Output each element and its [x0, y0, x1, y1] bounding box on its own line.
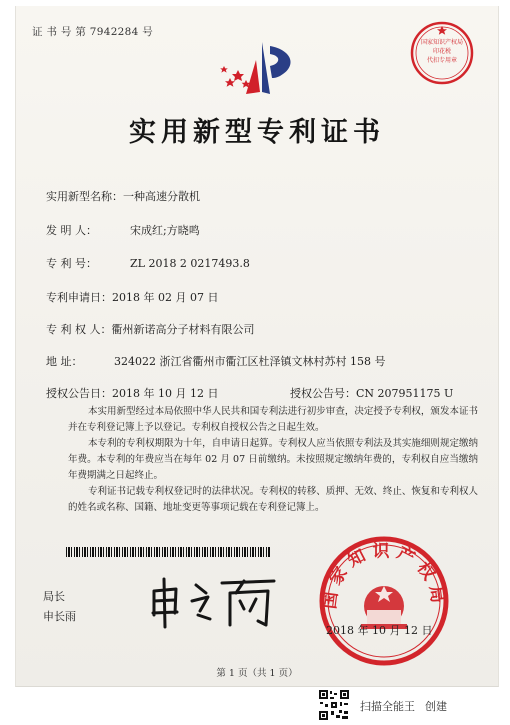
certificate-number: 证 书 号 第 7942284 号 — [32, 26, 154, 38]
field-value: 衢州新诺高分子材料有限公司 — [111, 323, 255, 336]
field-utility-model-name — [46, 188, 200, 204]
signatory-role: 局长 — [43, 590, 65, 603]
page-footer: 第 1 页（共 1 页） — [216, 668, 298, 679]
field-value: 宋成红;方晓鸣 — [130, 224, 200, 237]
field-label: 专 利 号： — [46, 257, 97, 270]
paragraph-register: 专利证书记载专利权登记时的法律状况。专利权的转移、质押、无效、终止、恢复和专利权人的姓名或名称、国籍、地址变更等事项记载在专利登记簿上。 — [68, 486, 478, 513]
paragraph-grant: 本实用新型经过本局依照中华人民共和国专利法进行初步审查，决定授予专利权，颁发本证书并在专利登记簿上予以登记。专利权自授权公告之日起生效。 — [68, 406, 478, 433]
field-label: 授权公告号： — [290, 387, 356, 400]
field-label: 地 址： — [46, 355, 83, 368]
field-announcement-number — [290, 385, 453, 401]
field-label: 实用新型名称： — [46, 190, 123, 203]
cnipa-logo-icon — [216, 36, 306, 98]
scanner-watermark — [360, 698, 457, 714]
field-label: 专利申请日： — [46, 291, 112, 304]
field-label: 发 明 人： — [46, 224, 97, 237]
seal-date: 2018 年 10 月 12 日 — [326, 624, 433, 637]
seal-line-2: 印花税 — [432, 48, 451, 55]
barcode — [66, 547, 271, 557]
field-value: 324022 浙江省衢州市衢江区杜泽镇文林村苏村 158 号 — [114, 355, 386, 368]
field-inventor — [46, 222, 200, 238]
field-label: 授权公告日： — [46, 387, 112, 400]
field-value: 一种高速分散机 — [123, 190, 200, 203]
field-value: CN 207951175 U — [356, 387, 454, 400]
scanner-action: 创建 — [425, 700, 447, 713]
signatory-name: 申长雨 — [43, 610, 76, 623]
field-value: 2018 年 02 月 07 日 — [112, 291, 219, 304]
field-label: 专 利 权 人： — [46, 323, 112, 336]
field-announcement-date — [46, 385, 218, 401]
field-patent-number — [46, 255, 250, 271]
field-value: 2018 年 10 月 12 日 — [112, 387, 219, 400]
field-value: ZL 2018 2 0217493.8 — [130, 257, 250, 270]
seal-line-1: 国家知识产权局 — [420, 39, 463, 46]
official-seal — [309, 526, 459, 676]
seal-text: 国家知识产权局 — [320, 541, 448, 611]
certificate-page — [15, 6, 499, 687]
field-address — [46, 353, 385, 369]
field-filing-date — [46, 289, 218, 305]
scanner-app-name: 扫描全能王 — [360, 700, 415, 713]
handwritten-signature — [144, 571, 284, 631]
paragraph-term: 本专利的专利权期限为十年，自申请日起算。专利权人应当依照专利法及其实施细则规定缴纳年费。本专利的年费应当在每年 02 月 07 日前缴纳。未按照规定缴纳年费的，专利权自应当缴纳年费期满之日起终止。 — [68, 438, 478, 481]
qr-code-icon — [318, 689, 350, 721]
certificate-body — [68, 404, 478, 516]
field-patentee — [46, 321, 255, 337]
stamp-duty-seal — [409, 20, 475, 86]
page-title: 实用新型专利证书 — [129, 117, 385, 148]
seal-line-3: 代扣专用章 — [426, 57, 457, 64]
